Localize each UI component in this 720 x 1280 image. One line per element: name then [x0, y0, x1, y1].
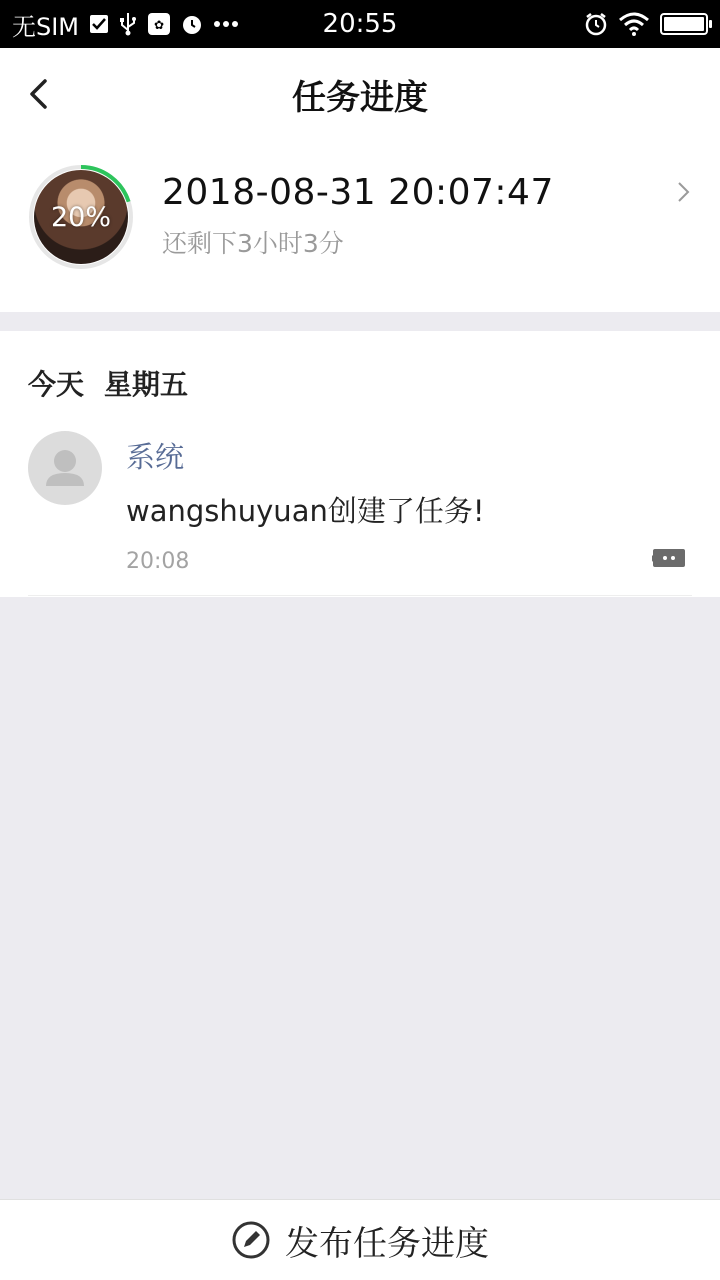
page-title: 任务进度 — [292, 77, 428, 118]
app-icon — [147, 12, 171, 36]
weekday-label: 星期五 — [104, 368, 189, 401]
alarm-icon — [181, 13, 203, 35]
entry-author[interactable]: 系统 — [126, 440, 185, 474]
activity-feed — [0, 331, 720, 597]
more-icon — [213, 20, 239, 28]
progress-percent: 20% — [50, 201, 111, 233]
check-square-icon — [89, 14, 109, 34]
comment-icon — [652, 547, 686, 573]
battery-icon — [660, 13, 708, 35]
bottom-bar — [0, 1199, 720, 1280]
progress-ring — [28, 164, 134, 270]
task-summary-card[interactable] — [0, 140, 720, 312]
clock: 20:55 — [322, 9, 398, 39]
user-placeholder-icon — [28, 431, 102, 505]
edit-circle-icon — [231, 1220, 271, 1260]
day-header — [28, 363, 188, 403]
divider — [28, 595, 692, 596]
chevron-right-icon — [676, 180, 692, 204]
svg-text:✿: ✿ — [154, 18, 165, 32]
chevron-left-icon — [28, 78, 48, 110]
deadline-datetime: 2018-08-31 20:07:47 — [162, 172, 554, 213]
carrier-label: 无SIM — [12, 12, 80, 41]
status-bar-right — [584, 12, 708, 36]
entry-time: 20:08 — [126, 549, 190, 574]
usb-icon — [119, 12, 137, 36]
entry-text: wangshuyuan创建了任务! — [126, 494, 485, 528]
alarm-icon — [584, 12, 608, 36]
post-progress-button[interactable] — [231, 1216, 489, 1265]
comment-button[interactable] — [652, 547, 686, 573]
status-bar — [0, 0, 720, 48]
nav-bar — [0, 48, 720, 140]
wifi-icon — [618, 12, 650, 36]
post-progress-label: 发布任务进度 — [285, 1223, 489, 1264]
system-avatar[interactable] — [28, 431, 102, 505]
time-remaining: 还剩下3小时3分 — [162, 229, 344, 258]
status-bar-left — [12, 7, 239, 42]
back-button[interactable] — [18, 72, 58, 116]
day-label: 今天 — [28, 368, 85, 401]
